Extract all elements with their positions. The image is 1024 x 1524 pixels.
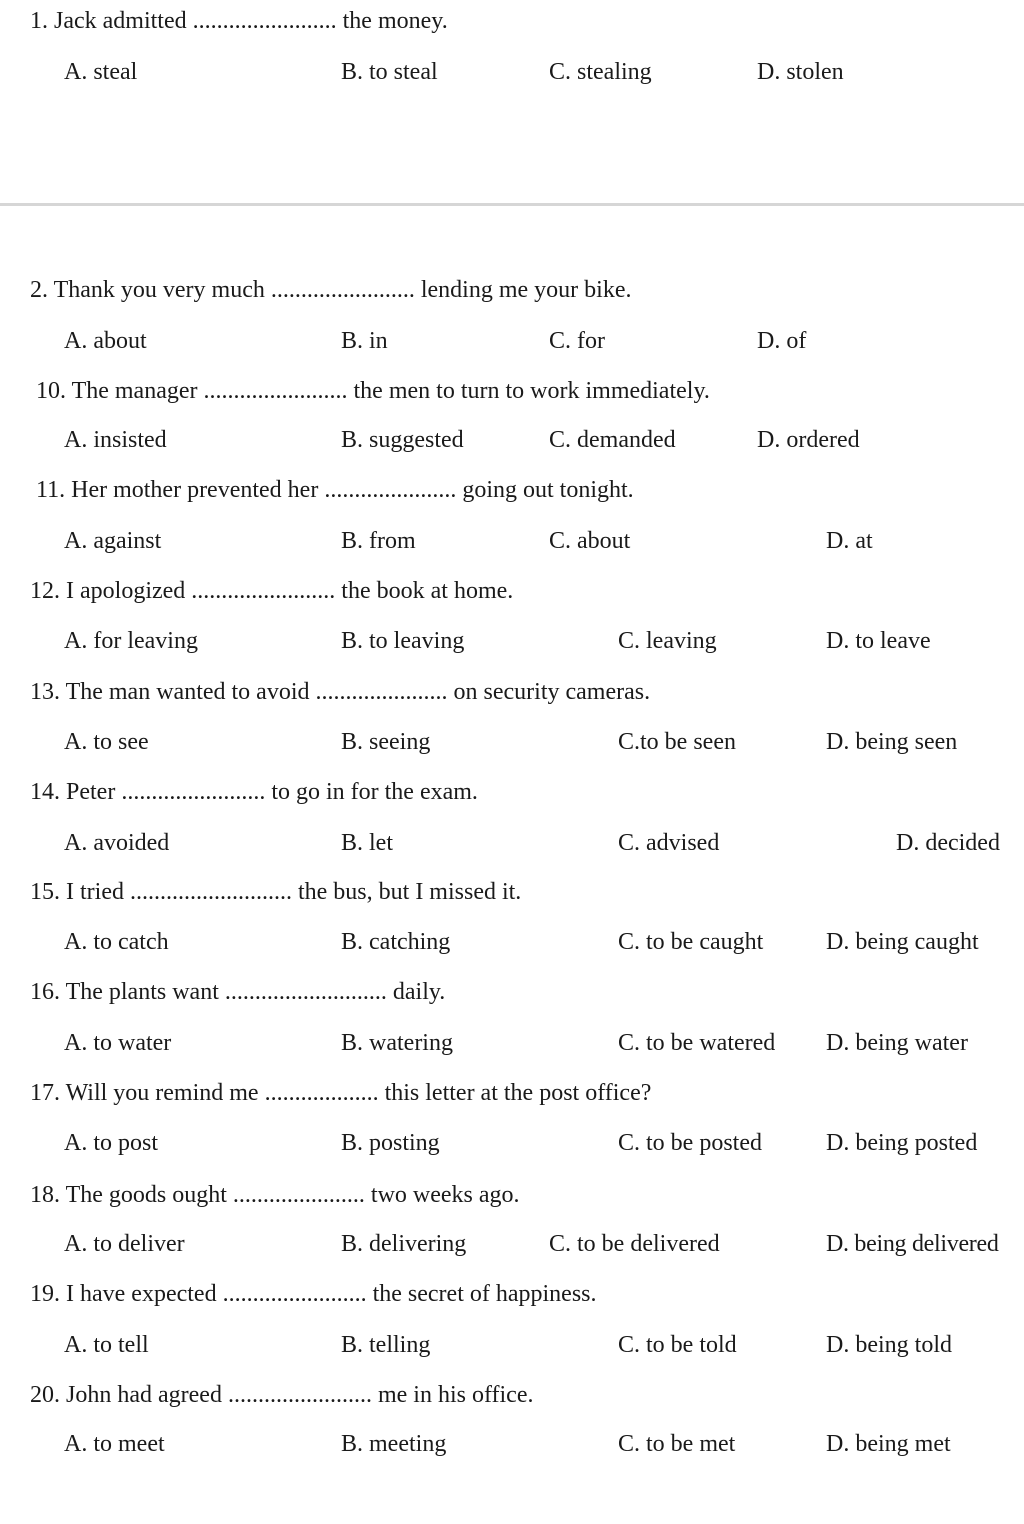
question-text-before: The manager (71, 378, 198, 404)
option-a[interactable]: A. avoided (64, 830, 170, 856)
question-text-before: Her mother prevented her (71, 477, 319, 503)
question-text-after: the money. (342, 8, 448, 34)
answer-blank: ........................... (129, 879, 292, 905)
question-16 (30, 977, 445, 1007)
page-divider (0, 203, 1024, 206)
option-a[interactable]: A. steal (64, 59, 138, 85)
option-b[interactable]: B. to steal (341, 59, 438, 85)
answer-blank: ........................ (203, 378, 348, 404)
option-a[interactable]: A. to deliver (64, 1231, 185, 1257)
option-a[interactable]: A. for leaving (64, 628, 198, 654)
question-text-after: to go in for the exam. (271, 779, 478, 805)
option-b[interactable]: B. meeting (341, 1431, 447, 1457)
option-d[interactable]: D. being posted (826, 1130, 978, 1156)
answer-blank: ................... (264, 1080, 379, 1106)
option-d[interactable]: D. being caught (826, 929, 979, 955)
question-14 (30, 777, 478, 807)
question-number: 1. (30, 8, 48, 34)
question-text-after: going out tonight. (462, 477, 634, 503)
question-number: 20. (30, 1382, 60, 1408)
option-a[interactable]: A. to post (64, 1130, 159, 1156)
answer-blank: ........................ (227, 1382, 372, 1408)
option-b[interactable]: B. from (341, 528, 416, 554)
question-20 (30, 1380, 533, 1410)
question-10 (36, 376, 710, 406)
question-text-before: I apologized (66, 578, 186, 604)
option-b[interactable]: B. to leaving (341, 628, 465, 654)
question-text-before: The plants want (65, 979, 219, 1005)
option-b[interactable]: B. watering (341, 1030, 453, 1056)
option-b[interactable]: B. catching (341, 929, 451, 955)
question-number: 13. (30, 679, 60, 705)
option-c[interactable]: C.to be seen (618, 729, 736, 755)
question-15 (30, 877, 521, 907)
option-a[interactable]: A. to see (64, 729, 149, 755)
option-b[interactable]: B. let (341, 830, 393, 856)
question-17 (30, 1078, 651, 1108)
question-text-after: daily. (392, 979, 446, 1005)
option-b[interactable]: B. delivering (341, 1231, 467, 1257)
option-d[interactable]: D. at (826, 528, 873, 554)
question-text-after: the book at home. (341, 578, 514, 604)
question-number: 15. (30, 879, 60, 905)
question-text-before: Thank you very much (53, 277, 265, 303)
answer-blank: ...................... (324, 477, 457, 503)
option-d[interactable]: D. being water (826, 1030, 968, 1056)
question-text-before: John had agreed (66, 1382, 222, 1408)
option-c[interactable]: C. to be met (618, 1431, 736, 1457)
question-number: 19. (30, 1281, 60, 1307)
question-number: 18. (30, 1182, 60, 1208)
question-text-after: two weeks ago. (370, 1182, 520, 1208)
option-b[interactable]: B. seeing (341, 729, 431, 755)
option-c[interactable]: C. to be delivered (549, 1231, 720, 1257)
question-text-before: I have expected (66, 1281, 217, 1307)
option-c[interactable]: C. to be posted (618, 1130, 762, 1156)
question-number: 16. (30, 979, 60, 1005)
option-b[interactable]: B. telling (341, 1332, 431, 1358)
question-18 (30, 1180, 520, 1210)
answer-blank: ........................ (121, 779, 266, 805)
option-a[interactable]: A. against (64, 528, 162, 554)
option-d[interactable]: D. being seen (826, 729, 958, 755)
answer-blank: ...................... (232, 1182, 365, 1208)
question-11 (36, 475, 634, 505)
option-c[interactable]: C. leaving (618, 628, 717, 654)
answer-blank: ........................ (192, 8, 337, 34)
option-b[interactable]: B. in (341, 328, 388, 354)
question-text-after: me in his office. (377, 1382, 534, 1408)
question-number: 17. (30, 1080, 60, 1106)
answer-blank: ...................... (315, 679, 448, 705)
question-text-before: Peter (66, 779, 116, 805)
answer-blank: ........................ (191, 578, 336, 604)
option-b[interactable]: B. posting (341, 1130, 440, 1156)
option-c[interactable]: C. advised (618, 830, 720, 856)
question-text-after: on security cameras. (453, 679, 651, 705)
option-d[interactable]: D. to leave (826, 628, 931, 654)
question-2 (30, 275, 631, 305)
option-a[interactable]: A. to water (64, 1030, 172, 1056)
option-a[interactable]: A. to catch (64, 929, 169, 955)
option-d[interactable]: D. of (757, 328, 807, 354)
option-d[interactable]: D. being told (826, 1332, 952, 1358)
question-text-before: The goods ought (65, 1182, 227, 1208)
question-text-before: Will you remind me (65, 1080, 259, 1106)
option-c[interactable]: C. stealing (549, 59, 652, 85)
option-c[interactable]: C. for (549, 328, 605, 354)
answer-blank: ........................ (222, 1281, 367, 1307)
option-c[interactable]: C. about (549, 528, 631, 554)
question-text-after: the secret of happiness. (372, 1281, 597, 1307)
answer-blank: ........................ (270, 277, 415, 303)
option-c[interactable]: C. demanded (549, 427, 676, 453)
option-a[interactable]: A. to tell (64, 1332, 149, 1358)
question-text-after: lending me your bike. (420, 277, 632, 303)
question-text-after: the men to turn to work immediately. (353, 378, 710, 404)
option-a[interactable]: A. insisted (64, 427, 167, 453)
question-number: 14. (30, 779, 60, 805)
question-1 (30, 6, 448, 36)
question-number: 12. (30, 578, 60, 604)
option-c[interactable]: C. to be caught (618, 929, 764, 955)
question-text-before: Jack admitted (54, 8, 187, 34)
question-number: 10. (36, 378, 66, 404)
option-d[interactable]: D. being delivered (826, 1231, 999, 1257)
answer-blank: ........................... (224, 979, 387, 1005)
question-text-after: this letter at the post office? (384, 1080, 652, 1106)
option-d[interactable]: D. decided (896, 830, 1000, 856)
question-19 (30, 1279, 597, 1309)
question-text-before: The man wanted to avoid (65, 679, 310, 705)
option-a[interactable]: A. about (64, 328, 147, 354)
question-number: 2. (30, 277, 48, 303)
question-text-after: the bus, but I missed it. (297, 879, 522, 905)
option-d[interactable]: D. ordered (757, 427, 860, 453)
question-text-before: I tried (66, 879, 124, 905)
question-13 (30, 677, 650, 707)
option-d[interactable]: D. being met (826, 1431, 951, 1457)
option-a[interactable]: A. to meet (64, 1431, 165, 1457)
option-b[interactable]: B. suggested (341, 427, 464, 453)
option-d[interactable]: D. stolen (757, 59, 844, 85)
question-number: 11. (36, 477, 66, 503)
option-c[interactable]: C. to be told (618, 1332, 737, 1358)
question-12 (30, 576, 513, 606)
option-c[interactable]: C. to be watered (618, 1030, 776, 1056)
